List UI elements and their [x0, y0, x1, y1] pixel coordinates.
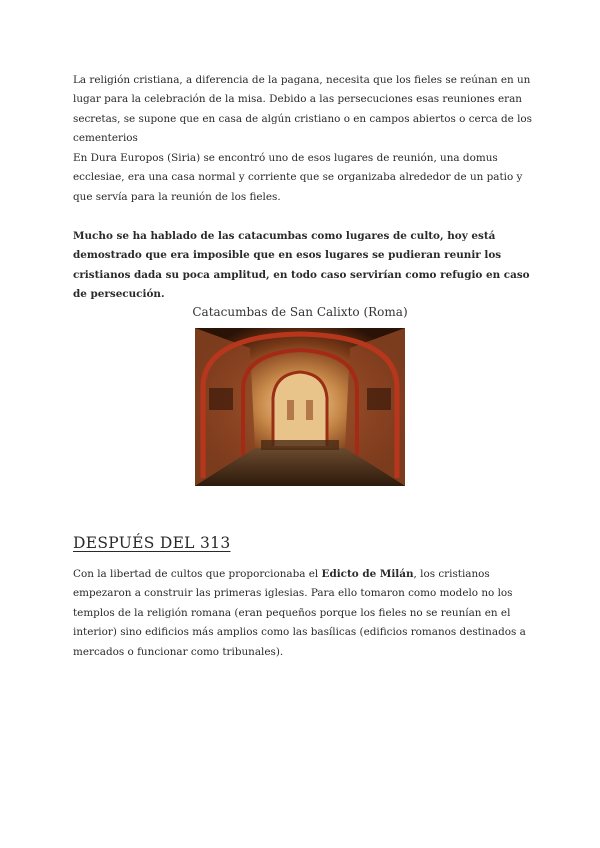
edict-of-milan-label: Edicto de Milán	[321, 568, 414, 580]
section-heading: DESPUÉS DEL 313	[73, 534, 231, 552]
intro-paragraph: La religión cristiana, a diferencia de la pagana, necesita que los fieles se reúnan en un lugar para la celebración de la misa. Debido a las persecuciones esas reuniones eran secretas, se supone que en casa de algún cristiano o en campos abiertos o cerca de los cementerios	[73, 74, 533, 145]
catacombs-paragraph: Mucho se ha hablado de las catacumbas como lugares de culto, hoy está demostrado que era imposible que en esos lugares se pudieran reunir los cristianos dada su poca amplitud, en todo caso servirían como refugio en caso de persecución.	[73, 230, 530, 301]
image-caption: Catacumbas de San Calixto (Roma)	[192, 305, 408, 319]
after-313-text-before: Con la libertad de cultos que proporcionaba el	[73, 568, 322, 580]
catacomb-photo	[195, 328, 405, 486]
after-313-paragraph	[73, 565, 533, 662]
after-313-text-after: , los cristianos empezaron a construir las primeras iglesias. Para ello tomaron como modelo no los templos de la religión romana (eran pequeños porque los fieles no se reunían en el interior) sino edificios más amplios como las basílicas (edificios romanos destinados a mercados o funcionar como tribunales).	[73, 568, 526, 658]
dura-europos-paragraph: En Dura Europos (Siria) se encontró uno de esos lugares de reunión, una domus ecclesiae, era una casa normal y corriente que se organizaba alrededor de un patio y que servía para la reunión de los fieles.	[73, 152, 523, 203]
